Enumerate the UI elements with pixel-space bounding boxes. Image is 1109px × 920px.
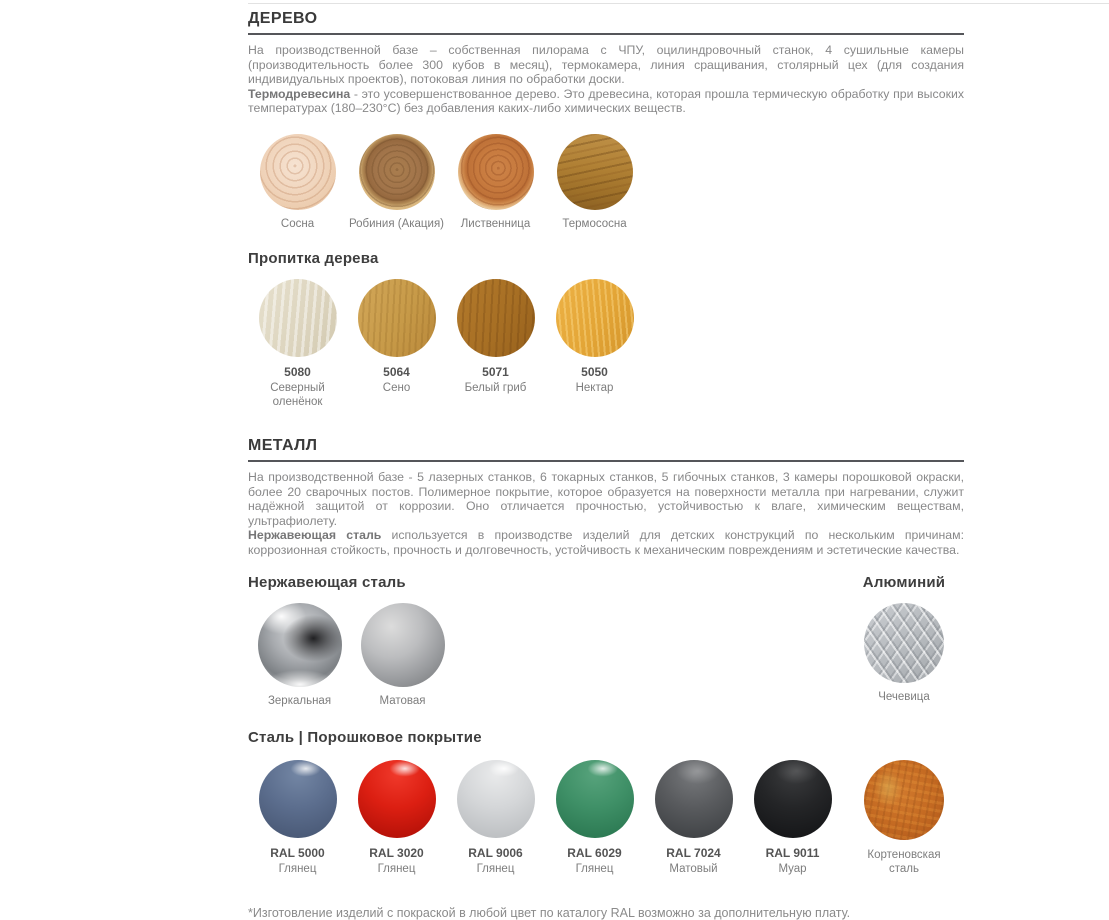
aluminum-column bbox=[844, 574, 964, 707]
pine-slice-swatch bbox=[260, 134, 336, 210]
aluminum-checker-plate-swatch bbox=[864, 603, 944, 683]
wood-swatch-label: Термососна bbox=[562, 217, 627, 230]
powder-swatch-row bbox=[248, 760, 964, 876]
stainless-swatch-row bbox=[248, 603, 648, 707]
ral-finish: Глянец bbox=[278, 862, 317, 875]
impregnation-name: Сено bbox=[382, 381, 411, 394]
wood-swatch-row bbox=[248, 134, 964, 230]
powder-coating-title: Сталь | Порошковое покрытие bbox=[248, 728, 482, 746]
impregnation-name: Северный оленёнок bbox=[270, 381, 325, 408]
thermowood-text: - это усовершенствованное дерево. Это древесина, которая прошла термическую обработку при высоких температурах (180–230°С) без добавления каких-либо химических веществ. bbox=[248, 86, 964, 116]
wood-section-divider bbox=[248, 33, 964, 35]
impregnation-code: 5050 bbox=[581, 364, 608, 379]
corten-label: Кортеновская сталь bbox=[867, 848, 941, 875]
powder-swatch-ral9006 bbox=[446, 760, 545, 876]
ral-code: RAL 6029 bbox=[567, 845, 622, 860]
thermowood-term: Термодревесина bbox=[248, 86, 351, 101]
powder-swatch-ral5000 bbox=[248, 760, 347, 876]
ral-code: RAL 5000 bbox=[270, 845, 325, 860]
ral-finish: Муар bbox=[778, 862, 807, 875]
wood-swatch-robinia bbox=[347, 134, 446, 230]
ral-9006-ball-swatch bbox=[457, 760, 535, 838]
ral-9011-ball-swatch bbox=[754, 760, 832, 838]
stainless-swatch-mirror bbox=[248, 603, 351, 707]
ral-finish: Глянец bbox=[377, 862, 416, 875]
stainless-swatch-label: Зеркальная bbox=[267, 694, 332, 707]
metal-intro-paragraph: На производственной базе - 5 лазерных станков, 6 токарных станков, 5 гибочных станков, 3 камеры порошковой окраски, более 20 сварочных постов. Полимерное покрытие, которое образуется на поверхности металла при нагревании, служит надёжной защитой от коррозии. Оно отличается прочностью, устойчивостью к влаге, химическим веществам, ультрафиолету. bbox=[248, 469, 964, 528]
ral-7024-ball-swatch bbox=[655, 760, 733, 838]
stainless-aluminum-row bbox=[248, 574, 964, 707]
stainless-swatch-label: Матовая bbox=[379, 694, 426, 707]
wood-section-title: ДЕРЕВО bbox=[248, 10, 318, 27]
wood-intro-paragraph: На производственной базе – собственная пилорама с ЧПУ, оцилиндровочный станок, 4 сушильные камеры (производительность более 300 кубов в месяц), термокамера, линия сращивания, столярный цех (для создания индивидуальных проектов), потоковая линия по обработки доски. bbox=[248, 43, 964, 87]
robinia-slice-swatch bbox=[359, 134, 435, 210]
impregnation-swatch-5071 bbox=[446, 279, 545, 409]
impregnation-name: Нектар bbox=[575, 381, 614, 394]
stainless-column bbox=[248, 574, 648, 707]
wood-section bbox=[248, 10, 964, 409]
metal-section-divider bbox=[248, 460, 964, 462]
impregnation-swatch-row bbox=[248, 279, 964, 409]
metal-section bbox=[248, 437, 964, 920]
corten-steel-swatch bbox=[864, 760, 944, 840]
ral-code: RAL 9006 bbox=[468, 845, 523, 860]
impregnation-swatch-5050 bbox=[545, 279, 644, 409]
thermowood-paragraph bbox=[248, 87, 964, 116]
stainless-title: Нержавеющая сталь bbox=[248, 573, 406, 591]
wood-swatch-larch bbox=[446, 134, 545, 230]
ral-finish: Глянец bbox=[575, 862, 614, 875]
impregnation-name: Белый гриб bbox=[464, 381, 527, 394]
powder-coating-block bbox=[248, 729, 964, 876]
powder-swatch-ral6029 bbox=[545, 760, 644, 876]
aluminum-swatch-label: Чечевица bbox=[878, 690, 930, 703]
corten-column bbox=[844, 760, 964, 876]
page-content bbox=[248, 10, 964, 920]
matte-steel-ball-swatch bbox=[361, 603, 445, 687]
mirror-steel-ball-swatch bbox=[258, 603, 342, 687]
impregnation-title: Пропитка дерева bbox=[248, 249, 379, 267]
ral-3020-ball-swatch bbox=[358, 760, 436, 838]
wood-swatch-pine bbox=[248, 134, 347, 230]
wood-swatch-label: Робиния (Акация) bbox=[348, 217, 444, 230]
powder-swatch-ral7024 bbox=[644, 760, 743, 876]
color-swatch-5050 bbox=[556, 279, 634, 357]
ral-5000-ball-swatch bbox=[259, 760, 337, 838]
ral-6029-ball-swatch bbox=[556, 760, 634, 838]
powder-swatch-ral9011 bbox=[743, 760, 842, 876]
color-swatch-5071 bbox=[457, 279, 535, 357]
stainless-swatch-matte bbox=[351, 603, 454, 707]
thermopine-grain-swatch bbox=[557, 134, 633, 210]
wood-swatch-label: Сосна bbox=[280, 217, 315, 230]
wood-swatch-label: Лиственница bbox=[460, 217, 531, 230]
stainless-text: используется в производстве изделий для детских конструкций по нескольким причинам: коррозионная стойкость, прочность и долговечность, устойчивость к механическим повреждениям и эстетические качества. bbox=[248, 528, 964, 557]
color-swatch-5080 bbox=[259, 279, 337, 357]
aluminum-title: Алюминий bbox=[862, 573, 946, 591]
stainless-term: Нержавеющая сталь bbox=[248, 528, 382, 543]
ral-code: RAL 7024 bbox=[666, 845, 721, 860]
ral-code: RAL 3020 bbox=[369, 845, 424, 860]
ral-code: RAL 9011 bbox=[765, 845, 820, 860]
powder-swatch-ral3020 bbox=[347, 760, 446, 876]
impregnation-code: 5071 bbox=[482, 364, 509, 379]
metal-section-title: МЕТАЛЛ bbox=[248, 436, 318, 454]
impregnation-swatch-5064 bbox=[347, 279, 446, 409]
ral-finish: Глянец bbox=[476, 862, 515, 875]
impregnation-code: 5064 bbox=[383, 364, 410, 379]
larch-slice-swatch bbox=[458, 134, 534, 210]
ral-footnote: *Изготовление изделий с покраской в любой цвет по каталогу RAL возможно за дополнительную плату. bbox=[248, 905, 851, 920]
ral-finish: Матовый bbox=[669, 862, 718, 875]
impregnation-code: 5080 bbox=[284, 364, 311, 379]
impregnation-swatch-5080 bbox=[248, 279, 347, 409]
stainless-paragraph bbox=[248, 528, 964, 557]
top-divider bbox=[248, 3, 1109, 4]
wood-swatch-thermopine bbox=[545, 134, 644, 230]
color-swatch-5064 bbox=[358, 279, 436, 357]
